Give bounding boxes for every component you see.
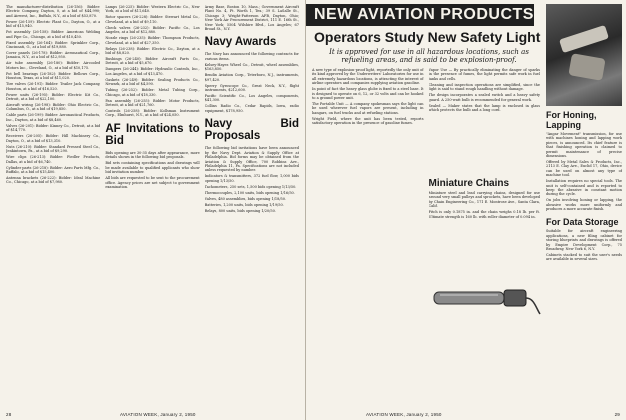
bid-paragraph: Gaskets (26-249): Bidder: Sealing Products Co., Newark, at a bid of $4,590. (105, 77, 200, 87)
bid-paragraph: Wire clips (26-213): Bidder: Fiedler Products, Dallas, at a bid of $6,740. (6, 155, 101, 164)
right-page (306, 0, 626, 420)
section-headline: Navy Awards (204, 36, 277, 49)
article-paragraph: Thermocouples, 2,100 units, bids opening 1/16/50. (204, 190, 295, 195)
explosion-proof-lamp-icon (426, 268, 542, 328)
article-paragraph: Batteries, 1,200 units, bids opening 1/19/50. (204, 202, 284, 207)
article-paragraph: Bid sets containing specifications and drawings will be made available to qualified applicants who show bid invitation number. (105, 161, 200, 175)
bid-paragraph: Dampers (26-244): Bidder: Hydraulic Controls, Inc., Los Angeles, at a bid of $13,470. (105, 67, 200, 76)
article-column-2 (429, 68, 541, 406)
bid-paragraph: Antenna brackets (26-222): Bidder: Ideal Machine Co., Chicago, at a bid of $7,980. (6, 175, 101, 185)
article-paragraph: Cleaning and inspection operations are simplified, since the light is said to stand rough handling without damage. (428, 82, 540, 92)
data-storage-headline: For Data Storage (546, 217, 619, 228)
left-column-3 (205, 5, 299, 406)
article-column-1 (312, 68, 424, 406)
page-number: 28 (6, 412, 12, 417)
bid-paragraph: Power units (26-195): Bidder: Electric Kit Co., Detroit, at a bid of $22,100. (6, 92, 101, 102)
honing-lapping-text (546, 132, 622, 213)
bid-paragraph: Receivers (26-205): Bidder: Hill Machinery Co., Dayton, O., at a bid of $13,310. (6, 134, 101, 143)
section-banner: NEW AVIATION PRODUCTS (306, 4, 534, 26)
bid-paragraph: Fixed assembly (26-164): Bidder: Sprinkler Corp., Cincinnati, O., at a bid of $19,880. (6, 40, 101, 50)
bid-paragraph: Cover panels (26-178): Bidder: Aeronautical Corp., Jamaica, N.Y., at a bid of $12,950. (6, 51, 101, 60)
page-number: 29 (614, 412, 620, 417)
article-paragraph: Vapor Use — By practically eliminating the danger of sparks in the presence of fumes, the light permits safe work in fuel tanks and cells. (428, 68, 540, 81)
article-paragraph: The Navy has announced the following contracts for various items. (204, 52, 299, 61)
article-paragraph: Indicators & transmitters, 372 fuel flow, 1,000 bids opening 1/13/50. (204, 174, 299, 183)
bid-paragraph: Tire valves (26-191): Bidder: Trailer Jack Company, Houston, at a bid of $16,520. (6, 82, 101, 91)
article-paragraph: Cabinets stacked to suit the user's needs are available in several sizes. (546, 252, 622, 262)
article-paragraph: Installation requires no special tools. The unit is self-contained and is reported to keep the abrasive in constant motion during the cycle. (546, 179, 622, 197)
data-storage-text (546, 229, 622, 263)
page-folio: AVIATION WEEK, January 2, 1950 (366, 412, 442, 417)
article-paragraph: Bendix Aviation Corp., Teterboro, N.J., instruments, $97,420. (204, 73, 299, 82)
bid-paragraph: The manufacturer-distribution (26-156): Bidder: Electric Company, Dayton, 0, at a bid of $44,990; and Airwest, Inc., Buffalo, N.Y., at a bid of $53,870. (6, 5, 101, 18)
article-paragraph: Sealed — Maker states that the lamp is enclosed in glass which protects the bulb and a long cord. (428, 103, 540, 113)
bid-paragraph: Aircraft wiring (26-198): Bidder: Ohio Electric Co., Columbus, O., at a bid of $19,850. (6, 103, 101, 112)
left-page (0, 0, 306, 420)
page-folio: AVIATION WEEK, January 2, 1950 (120, 412, 196, 417)
lamp-figure-space (429, 114, 541, 176)
article-paragraph: Pacific Scientific Co., Los Angeles, components, $41,300. (204, 94, 299, 103)
honing-lapping-headline: For Honing, Lapping (546, 110, 597, 130)
bid-paragraph: Power (26-159): Electric Plant Co., Dayton, O., at a bid of $15,940. (6, 19, 101, 29)
article-paragraph: Suitable for aircraft engineering applications, a new filing cabinet for storing blueprints and drawings is offered by Empire Development Corp., 75 Broadway, New York 6, N.Y. (546, 229, 622, 251)
article-paragraph: Bids opening are 30-35 days after appearance, more details shown in the following bid proposals. (105, 150, 200, 160)
article-paragraph: Miniature steel and lead carrying chains, designed for use around very small pulleys and sprockets, have been developed by Chain Engineering Co., 171 E. Montrose Ave., Santa Clara, Calif. (428, 191, 540, 209)
article-paragraph: Kelsey-Hayes Wheel Co., Detroit, wheel assemblies, $163,850. (204, 62, 299, 72)
bid-paragraph: Nuts (26-210): Bidder: Standard Pressed Steel Co., Jenkintown, Pa., at a bid of $9,290. (6, 144, 101, 154)
article-paragraph: All bids are requested to be sent to the procurement office. Agency prices are net subject to government examination. (105, 176, 200, 189)
bid-paragraph: Valves (26-201): Bidder: Kinney Co., Detroit, at a bid of $14,770. (6, 123, 101, 133)
article-paragraph: The Portable Unit — A company spokesman says the light can be used wherever fuel vapors are present, including in hangars, on fuel trucks and at refueling stations. (312, 102, 424, 115)
article-paragraph: A new type of explosion-proof light, reportedly the only unit of its kind approved by the Underwriters' Laboratories for use in all extremely hazardous locations, is attracting the interest of airline operators and companies supplying aviation gasoline. (312, 68, 424, 86)
bid-paragraph: Cylinder parts (26-218): Bidder: Aero Parts Mfg. Co., Buffalo, at a bid of $15,400. (6, 165, 101, 174)
bid-paragraph: Pot bell bearings (26-182): Bidder: Bellows Corp., Houston, Texas, at a bid of $11,020. (6, 71, 101, 81)
article-paragraph: The design incorporates a sealed switch and a heavy safety guard. A 250-watt bulb is recommended for general work. (428, 93, 540, 102)
section-headline: Navy Bid Proposals (204, 118, 299, 143)
miniature-chains-headline: Miniature Chains (428, 178, 510, 190)
article-paragraph: Pitch is only 0.1875 in. and the chain weighs 0.18 lb. per ft. Ultimate strength is 160 lb. with roller diameter of 0.094 in. (428, 210, 540, 219)
bid-paragraph: Lamps (26-225): Bidder: Western Electric Co., New York, at a bid of $11,640. (105, 5, 200, 14)
left-column-1 (6, 5, 100, 406)
article-paragraph: Army Base, Boston 10, Mass.; Government Aircraft Plant No. 4, Ft. Worth 1, Tex.; 39 S. LaSalle St., Chicago 3; Wright-Patterson AFB, Dayton, Ohio; New York Air Procurement District, 111 E. 16th St., New York; 5504 Wilshire Blvd., Los Angeles; 67 Broad St., N.Y. (204, 5, 299, 32)
article-paragraph: Valves, 480 assemblies, bids opening 1/18/50. (204, 196, 287, 201)
af-invitations-headline: AF Invitations to Bid (105, 122, 200, 147)
article-paragraph: The following bid invitations have been announced by the Navy Dept. Aviation & Supply Office at Philadelphia. Bid forms may be obtained from the Aviation & Supply Office, 700 Robbins Ave., Philadelphia 11, Pa. Specifications are not included unless requested by number. (204, 146, 299, 173)
article-paragraph: Sperry Gyroscope Co., Great Neck, N.Y., flight instruments, $212,600. (204, 83, 299, 93)
article-paragraph: "Angar Movement" transmission, for use with machines honing and lapping work pieces, is announced. Its chief feature is that finishing operation is claimed to permit maintenance of precise dimensions. (546, 132, 622, 159)
article-paragraph: Collins Radio Co., Cedar Rapids, Iowa, radio equipment, $178,950. (204, 104, 299, 113)
bid-paragraph: Air tube assembly (26-180): Bidder: Aircooled Motors Inc., Cleveland, O., at a bid of $10,175. (6, 61, 101, 70)
bid-paragraph: Controls (26-258): Bidder: Kollsman Instrument Corp., Elmhurst, N.Y., at a bid of $24,050. (105, 109, 200, 118)
article-paragraph: Offered by Metal Sales & Products, Inc., 2113 E. Clay Ave., Euclid 17, Ohio, device can be used on almost any type of machine tool. (546, 160, 622, 178)
article-paragraph: Tachometers, 250 sets, 1,500 bids opening 1/13/50. (204, 184, 297, 189)
bid-paragraph: Nozzle rings (26-235): Bidder: Thompson Products, Cleveland, at a bid of $27,350. (105, 36, 200, 45)
article-paragraph: In point of fact the heavy glass globe is fixed to a steel base. It is designed to operate on 6, 12, or 32 volts and can be hooked to a ground power unit. (312, 87, 424, 101)
bid-paragraph: Rotor spacers (26-228): Bidder: Stewart Metal Co., Cleveland, at a bid of $9,110. (105, 15, 200, 24)
article-headline: Operators Study New Safety Light (314, 29, 541, 45)
bid-paragraph: Tubing (26-252): Bidder: Metal Tubing Corp., Chicago, at a bid of $18,330. (105, 88, 200, 97)
bid-paragraph: Pot assembly (26-158): Bidder: American Welding and Pipe Co., Chicago, at a bid of $10,450. (6, 30, 101, 39)
article-paragraph: Relays, 800 units, bids opening 1/20/50. (204, 208, 276, 213)
honing-machine-photo (546, 4, 622, 106)
article-deck: It is approved for use in all hazardous locations, such as refueling areas, and is said to be explosion-proof. (329, 48, 529, 64)
article-paragraph: Wright Field, where the unit has been tested, reports satisfactory operation in the presence of gasoline fumes. (312, 116, 424, 126)
bid-paragraph: Check valves (26-232): Bidder: Pacific Co., Los Angeles, at a bid of $12,880. (105, 25, 200, 35)
sidebar (546, 4, 622, 406)
article-paragraph: On jobs involving honing or lapping, the abrasive works more uniformly and produces a more accurate finish. (546, 198, 622, 212)
bid-paragraph: Relays (26-238): Bidder: Electric Co., Dayton, at a bid of $8,820. (105, 46, 200, 56)
bid-paragraph: Cable parts (26-199): Bidder: Aeronautical Products, Inc., Dayton, at a bid of $8,460. (6, 113, 101, 122)
bid-paragraph: Bushings (26-240): Bidder: Aircraft Parts Co., Detroit, at a bid of $5,670. (105, 57, 200, 66)
bid-paragraph: Fan assembly (26-255): Bidder: Motor Products, Detroit, at a bid of $21,760. (105, 98, 200, 108)
left-column-2 (105, 5, 199, 406)
